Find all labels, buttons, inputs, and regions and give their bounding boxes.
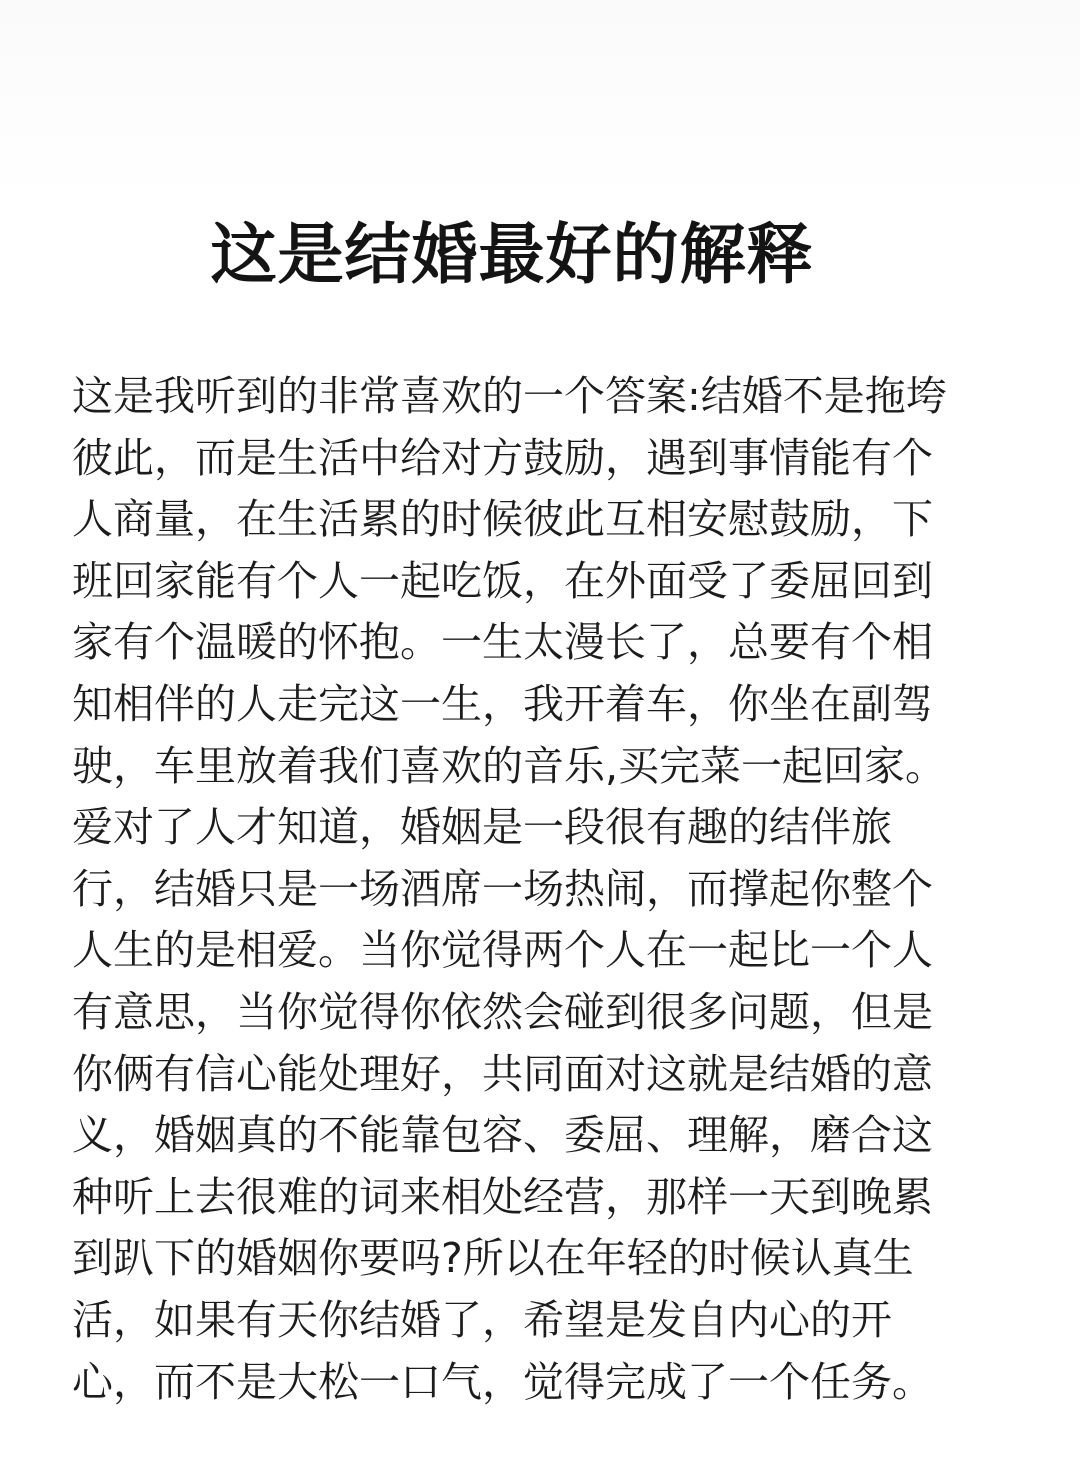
body-line: 到趴下的婚姻你要吗?所以在年轻的时候认真生 xyxy=(72,1234,914,1283)
body-line: 家有个温暖的怀抱。一生太漫长了，总要有个相 xyxy=(72,618,933,667)
body-line: 班回家能有个人一起吃饭，在外面受了委屈回到 xyxy=(72,556,933,605)
faded-header-area xyxy=(0,0,1080,200)
body-line: 你俩有信心能处理好，共同面对这就是结婚的意 xyxy=(72,1049,933,1098)
body-line: 种听上去很难的词来相处经营，那样一天到晚累 xyxy=(72,1172,933,1221)
body-line: 活，如果有天你结婚了，希望是发自内心的开 xyxy=(72,1295,892,1344)
body-line: 人商量，在生活累的时候彼此互相安慰鼓励，下 xyxy=(72,495,933,544)
article-title: 这是结婚最好的解释 xyxy=(210,216,814,293)
article-body xyxy=(72,366,1012,1413)
body-line: 彼此，而是生活中给对方鼓励，遇到事情能有个 xyxy=(72,433,933,482)
body-line: 心，而不是大松一口气，觉得完成了一个任务。 xyxy=(72,1357,933,1406)
body-line: 爱对了人才知道，婚姻是一段很有趣的结伴旅 xyxy=(72,803,892,852)
body-line: 这是我听到的非常喜欢的一个答案:结婚不是拖垮 xyxy=(72,372,947,420)
body-line: 驶，车里放着我们喜欢的音乐,买完菜一起回家。 xyxy=(72,741,947,790)
body-line: 有意思，当你觉得你依然会碰到很多问题，但是 xyxy=(72,987,933,1036)
body-line: 人生的是相爱。当你觉得两个人在一起比一个人 xyxy=(72,926,933,975)
body-line: 行，结婚只是一场酒席一场热闹，而撑起你整个 xyxy=(72,864,933,913)
body-line: 知相伴的人走完这一生，我开着车，你坐在副驾 xyxy=(72,679,933,728)
body-line: 义，婚姻真的不能靠包容、委屈、理解，磨合这 xyxy=(72,1111,933,1160)
